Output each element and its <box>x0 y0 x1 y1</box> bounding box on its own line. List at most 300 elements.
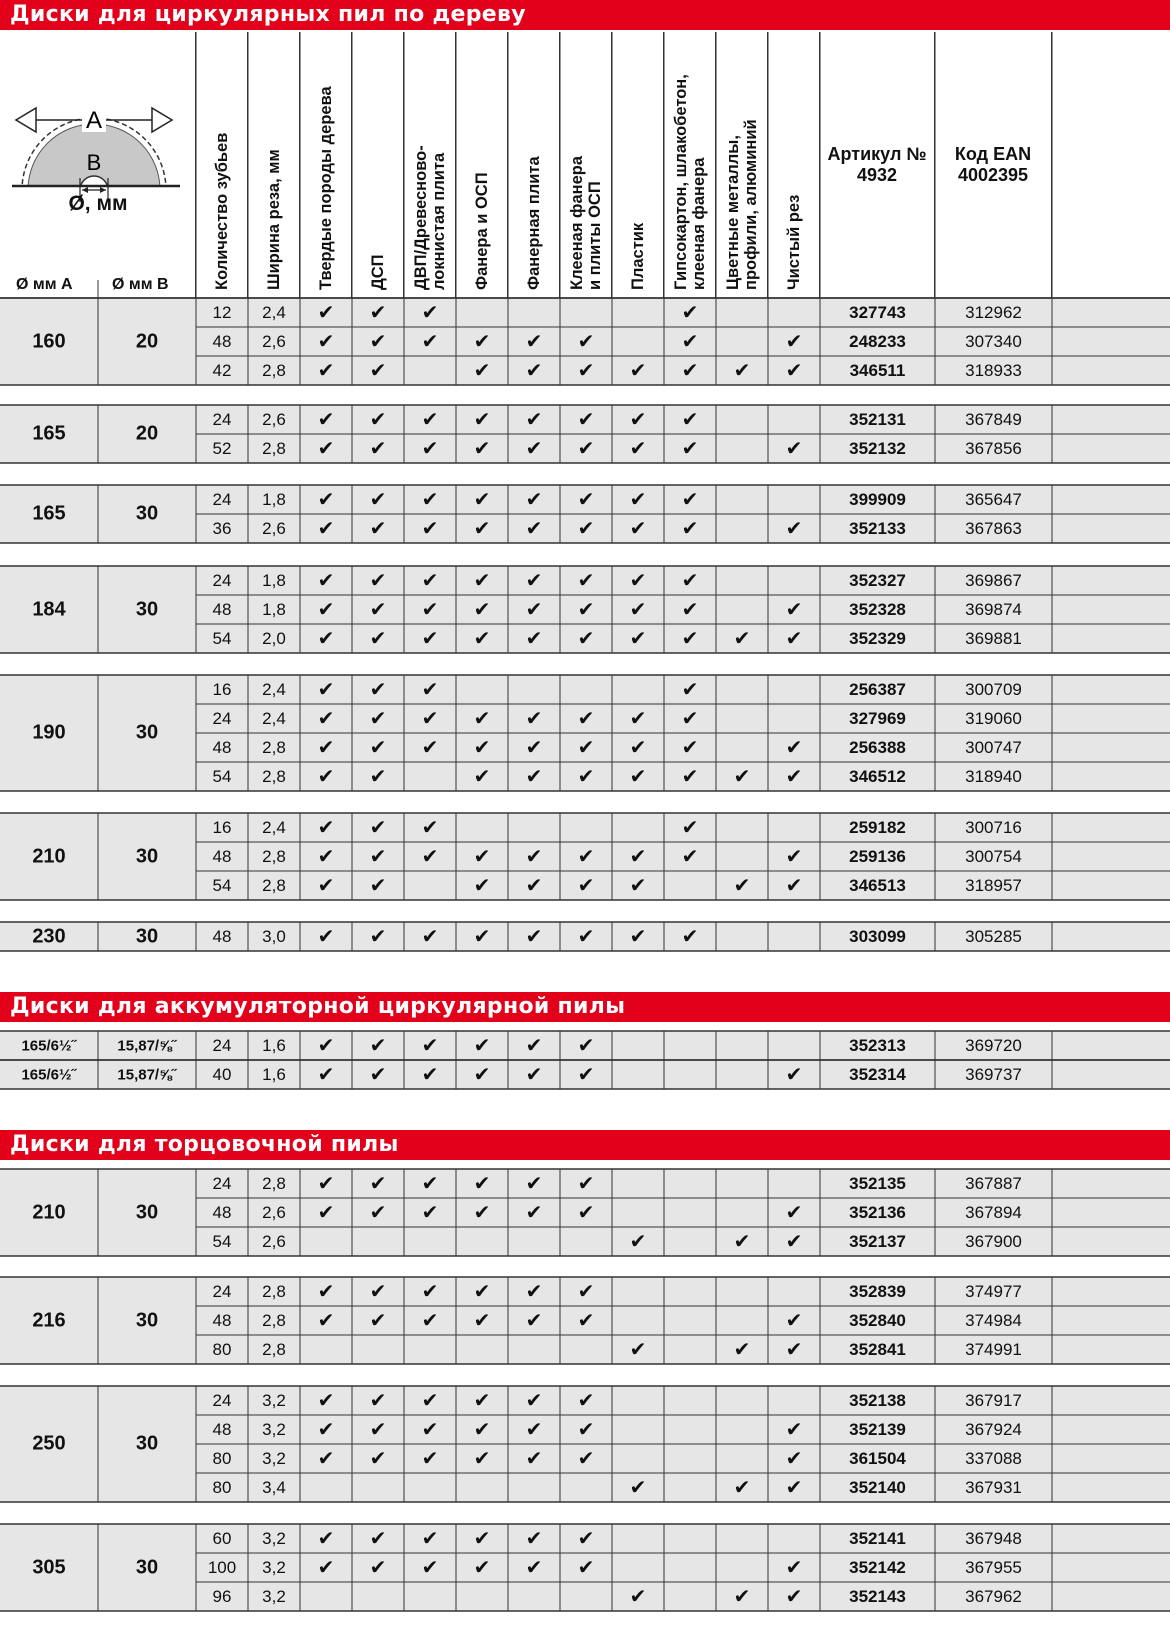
check-icon: ✔ <box>317 844 335 868</box>
check-icon: ✔ <box>629 597 647 621</box>
check-icon: ✔ <box>369 1388 387 1412</box>
teeth-count: 48 <box>212 332 232 351</box>
check-icon: ✔ <box>473 1062 491 1086</box>
col-material-9-label: Цветные металлы, профили, алюминий <box>724 119 760 290</box>
empty-cell <box>664 1227 716 1256</box>
table-row <box>0 922 1170 951</box>
check-icon: ✔ <box>473 764 491 788</box>
check-icon: ✔ <box>369 1279 387 1303</box>
empty-cell <box>768 1031 820 1060</box>
empty-cell <box>716 1444 768 1473</box>
empty-cell <box>508 813 560 842</box>
check-icon: ✔ <box>785 1446 803 1470</box>
check-icon: ✔ <box>317 1388 335 1412</box>
empty-cell <box>404 1227 456 1256</box>
article-number: 259136 <box>849 847 906 866</box>
col-material-5 <box>508 32 560 298</box>
article-number: 361504 <box>849 1449 906 1468</box>
check-icon: ✔ <box>317 487 335 511</box>
kerf-width: 2,8 <box>262 767 286 786</box>
ean-code: 367924 <box>965 1420 1022 1439</box>
article-number: 352141 <box>849 1529 906 1548</box>
check-icon: ✔ <box>317 1446 335 1470</box>
kerf-width: 3,2 <box>262 1558 286 1577</box>
check-icon: ✔ <box>785 1584 803 1608</box>
article-number: 346512 <box>849 767 906 786</box>
empty-cell <box>716 1277 768 1306</box>
kerf-width: 1,8 <box>262 600 286 619</box>
empty-cell <box>664 1306 716 1335</box>
ean-code: 367931 <box>965 1478 1022 1497</box>
empty-cell <box>300 1227 352 1256</box>
check-icon: ✔ <box>629 706 647 730</box>
diameter-b: 30 <box>135 925 159 947</box>
empty-cell <box>508 1227 560 1256</box>
col-material-7-label: Пластик <box>629 222 647 290</box>
empty-cell <box>768 298 820 327</box>
article-number: 352839 <box>849 1282 906 1301</box>
empty-cell <box>768 1169 820 1198</box>
empty-cell <box>612 1386 664 1415</box>
article-number: 259182 <box>849 818 906 837</box>
col-material-3-label: ДВП/Древесново- локнистая плита <box>412 145 448 290</box>
empty-cell <box>612 1169 664 1198</box>
col-material-10-label: Чистый рез <box>785 194 803 290</box>
check-icon: ✔ <box>577 1417 595 1441</box>
article-number: 256387 <box>849 680 906 699</box>
diameter-caption: Ø, мм <box>68 192 128 215</box>
check-icon: ✔ <box>421 487 439 511</box>
article-number: 352329 <box>849 629 906 648</box>
empty-cell <box>716 298 768 327</box>
empty-cell <box>664 871 716 900</box>
ean-code: 300754 <box>965 847 1022 866</box>
empty-cell <box>664 1553 716 1582</box>
empty-cell <box>716 813 768 842</box>
ean-code: 369720 <box>965 1036 1022 1055</box>
check-icon: ✔ <box>681 597 699 621</box>
check-icon: ✔ <box>317 597 335 621</box>
check-icon: ✔ <box>629 1584 647 1608</box>
diameter-b: 30 <box>135 598 159 620</box>
teeth-count: 80 <box>212 1478 232 1497</box>
check-icon: ✔ <box>421 677 439 701</box>
check-icon: ✔ <box>681 844 699 868</box>
check-icon: ✔ <box>629 924 647 948</box>
kerf-width: 2,8 <box>262 738 286 757</box>
check-icon: ✔ <box>525 1526 543 1550</box>
empty-cell <box>300 1582 352 1611</box>
check-icon: ✔ <box>317 1171 335 1195</box>
check-icon: ✔ <box>525 1033 543 1057</box>
empty-cell <box>456 813 508 842</box>
check-icon: ✔ <box>525 844 543 868</box>
check-icon: ✔ <box>629 436 647 460</box>
check-icon: ✔ <box>421 1033 439 1057</box>
check-icon: ✔ <box>733 1337 751 1361</box>
check-icon: ✔ <box>317 815 335 839</box>
article-number: 352143 <box>849 1587 906 1606</box>
ean-code: 305285 <box>965 927 1022 946</box>
check-icon: ✔ <box>785 1308 803 1332</box>
diameter-b: 30 <box>135 1556 159 1578</box>
label-b: B <box>86 150 102 175</box>
kerf-width: 1,6 <box>262 1065 286 1084</box>
ean-code: 318957 <box>965 876 1022 895</box>
teeth-count: 48 <box>212 927 232 946</box>
empty-cell <box>716 733 768 762</box>
check-icon: ✔ <box>681 329 699 353</box>
empty-cell <box>352 1582 404 1611</box>
diameter-a: 210 <box>32 845 66 867</box>
check-icon: ✔ <box>785 436 803 460</box>
empty-cell <box>716 434 768 463</box>
check-icon: ✔ <box>369 1171 387 1195</box>
kerf-width: 2,8 <box>262 847 286 866</box>
check-icon: ✔ <box>369 1308 387 1332</box>
table-row <box>0 1386 1170 1415</box>
empty-cell <box>768 1386 820 1415</box>
empty-cell <box>716 514 768 543</box>
col-material-5-label: Фанерная плита <box>525 156 543 290</box>
empty-cell <box>404 762 456 791</box>
teeth-count: 16 <box>212 818 232 837</box>
empty-cell <box>456 1227 508 1256</box>
article-number: 327969 <box>849 709 906 728</box>
check-icon: ✔ <box>421 329 439 353</box>
ean-code: 367894 <box>965 1203 1022 1222</box>
saw-blade-diagram <box>0 32 196 298</box>
check-icon: ✔ <box>525 597 543 621</box>
check-icon: ✔ <box>317 1279 335 1303</box>
check-icon: ✔ <box>369 358 387 382</box>
check-icon: ✔ <box>681 516 699 540</box>
check-icon: ✔ <box>629 735 647 759</box>
check-icon: ✔ <box>785 1062 803 1086</box>
empty-cell <box>560 1473 612 1502</box>
check-icon: ✔ <box>525 407 543 431</box>
teeth-count: 48 <box>212 600 232 619</box>
col-teeth-label: Количество зубьев <box>213 132 231 290</box>
diameter-b: 20 <box>135 422 159 445</box>
empty-cell <box>404 871 456 900</box>
article-number: 352314 <box>849 1065 906 1084</box>
check-icon: ✔ <box>577 1062 595 1086</box>
check-icon: ✔ <box>421 1279 439 1303</box>
check-icon: ✔ <box>421 300 439 324</box>
table-row <box>0 1444 1170 1473</box>
kerf-width: 2,8 <box>262 1311 286 1330</box>
check-icon: ✔ <box>577 1555 595 1579</box>
empty-cell <box>612 298 664 327</box>
check-icon: ✔ <box>525 487 543 511</box>
ean-code: 374991 <box>965 1340 1022 1359</box>
empty-cell <box>664 1335 716 1364</box>
check-icon: ✔ <box>733 1229 751 1253</box>
empty-cell <box>508 1335 560 1364</box>
table-row <box>0 595 1170 624</box>
check-icon: ✔ <box>473 1200 491 1224</box>
ean-code: 369874 <box>965 600 1022 619</box>
kerf-width: 2,6 <box>262 332 286 351</box>
check-icon: ✔ <box>525 358 543 382</box>
col-teeth <box>196 32 248 298</box>
teeth-count: 24 <box>212 571 232 590</box>
check-icon: ✔ <box>577 568 595 592</box>
col-diameter-a: Ø мм A <box>16 276 73 293</box>
article-number: 248233 <box>849 332 906 351</box>
kerf-width: 2,6 <box>262 1232 286 1251</box>
check-icon: ✔ <box>577 844 595 868</box>
article-number: 352840 <box>849 1311 906 1330</box>
check-icon: ✔ <box>525 1446 543 1470</box>
empty-cell <box>404 1335 456 1364</box>
check-icon: ✔ <box>525 516 543 540</box>
section-title-cordless: Диски для аккумуляторной циркулярной пилы <box>0 992 1170 1022</box>
empty-cell <box>560 675 612 704</box>
check-icon: ✔ <box>473 844 491 868</box>
article-number: 352138 <box>849 1391 906 1410</box>
check-icon: ✔ <box>369 300 387 324</box>
article-number: 256388 <box>849 738 906 757</box>
col-material-10 <box>768 32 820 298</box>
check-icon: ✔ <box>473 436 491 460</box>
article-number: 352327 <box>849 571 906 590</box>
ean-code: 367849 <box>965 410 1022 429</box>
empty-cell <box>612 1524 664 1553</box>
kerf-width: 2,8 <box>262 876 286 895</box>
empty-cell <box>560 298 612 327</box>
section-title-miter: Диски для торцовочной пилы <box>0 1130 1170 1160</box>
diameter-a: 190 <box>32 721 66 744</box>
check-icon: ✔ <box>577 735 595 759</box>
check-icon: ✔ <box>317 1555 335 1579</box>
check-icon: ✔ <box>317 626 335 650</box>
empty-cell <box>716 1198 768 1227</box>
article-number: 352328 <box>849 600 906 619</box>
diameter-b: 15,87/⅝˝ <box>117 1037 177 1054</box>
col-material-6 <box>560 32 612 298</box>
check-icon: ✔ <box>733 764 751 788</box>
diameter-b: 30 <box>135 721 159 744</box>
table-row <box>0 1335 1170 1364</box>
check-icon: ✔ <box>317 358 335 382</box>
diameter-a: 165 <box>32 502 66 525</box>
check-icon: ✔ <box>629 764 647 788</box>
check-icon: ✔ <box>785 1475 803 1499</box>
check-icon: ✔ <box>629 873 647 897</box>
check-icon: ✔ <box>317 1417 335 1441</box>
article-number: 399909 <box>849 490 906 509</box>
check-icon: ✔ <box>369 436 387 460</box>
table-row <box>0 514 1170 543</box>
col-material-3 <box>404 32 456 298</box>
ean-code: 318933 <box>965 361 1022 380</box>
empty-cell <box>716 566 768 595</box>
check-icon: ✔ <box>369 706 387 730</box>
empty-cell <box>768 1524 820 1553</box>
check-icon: ✔ <box>629 407 647 431</box>
empty-cell <box>716 327 768 356</box>
table-row <box>0 1227 1170 1256</box>
check-icon: ✔ <box>577 1200 595 1224</box>
check-icon: ✔ <box>473 1171 491 1195</box>
check-icon: ✔ <box>525 924 543 948</box>
check-icon: ✔ <box>785 329 803 353</box>
diameter-a: 165/6½˝ <box>21 1066 77 1083</box>
check-icon: ✔ <box>733 1584 751 1608</box>
empty-cell <box>716 595 768 624</box>
check-icon: ✔ <box>421 1417 439 1441</box>
teeth-count: 16 <box>212 680 232 699</box>
teeth-count: 48 <box>212 847 232 866</box>
check-icon: ✔ <box>681 924 699 948</box>
teeth-count: 24 <box>212 490 232 509</box>
diameter-a: 230 <box>32 925 66 947</box>
check-icon: ✔ <box>421 1062 439 1086</box>
empty-cell <box>716 704 768 733</box>
article-number: 352132 <box>849 439 906 458</box>
check-icon: ✔ <box>317 1033 335 1057</box>
teeth-count: 24 <box>212 410 232 429</box>
check-icon: ✔ <box>681 487 699 511</box>
empty-cell <box>352 1227 404 1256</box>
check-icon: ✔ <box>317 1062 335 1086</box>
check-icon: ✔ <box>317 407 335 431</box>
kerf-width: 3,4 <box>262 1478 286 1497</box>
empty-cell <box>508 675 560 704</box>
kerf-width: 3,2 <box>262 1420 286 1439</box>
diameter-b: 30 <box>135 1309 159 1331</box>
teeth-count: 48 <box>212 1420 232 1439</box>
empty-cell <box>612 1306 664 1335</box>
empty-cell <box>508 298 560 327</box>
article-number: 352135 <box>849 1174 906 1193</box>
article-number: 352313 <box>849 1036 906 1055</box>
check-icon: ✔ <box>473 1308 491 1332</box>
teeth-count: 54 <box>212 629 232 648</box>
check-icon: ✔ <box>369 1033 387 1057</box>
col-article <box>820 32 935 298</box>
check-icon: ✔ <box>629 1337 647 1361</box>
teeth-count: 60 <box>212 1529 232 1548</box>
check-icon: ✔ <box>525 1308 543 1332</box>
check-icon: ✔ <box>525 873 543 897</box>
teeth-count: 36 <box>212 519 232 538</box>
table-row <box>0 813 1170 842</box>
kerf-width: 2,8 <box>262 361 286 380</box>
empty-cell <box>664 1524 716 1553</box>
teeth-count: 12 <box>212 303 232 322</box>
check-icon: ✔ <box>317 1526 335 1550</box>
kerf-width: 3,2 <box>262 1529 286 1548</box>
col-kerf-label: Ширина реза, мм <box>265 149 283 290</box>
check-icon: ✔ <box>629 626 647 650</box>
check-icon: ✔ <box>629 487 647 511</box>
check-icon: ✔ <box>421 1555 439 1579</box>
diameter-b: 15,87/⅝˝ <box>117 1066 177 1083</box>
col-material-4 <box>456 32 508 298</box>
section-title-circular: Диски для циркулярных пил по дереву <box>0 0 1170 30</box>
check-icon: ✔ <box>369 764 387 788</box>
check-icon: ✔ <box>681 626 699 650</box>
check-icon: ✔ <box>473 1446 491 1470</box>
check-icon: ✔ <box>629 1475 647 1499</box>
table-row <box>0 356 1170 385</box>
check-icon: ✔ <box>421 706 439 730</box>
article-number: 346511 <box>849 361 906 380</box>
check-icon: ✔ <box>577 1526 595 1550</box>
empty-cell <box>664 1582 716 1611</box>
check-icon: ✔ <box>421 436 439 460</box>
empty-cell <box>404 356 456 385</box>
diameter-a: 305 <box>32 1556 66 1578</box>
diameter-a: 210 <box>32 1201 66 1223</box>
table-row <box>0 1306 1170 1335</box>
check-icon: ✔ <box>577 358 595 382</box>
article-number: 346513 <box>849 876 906 895</box>
check-icon: ✔ <box>577 706 595 730</box>
check-icon: ✔ <box>369 329 387 353</box>
check-icon: ✔ <box>317 873 335 897</box>
check-icon: ✔ <box>681 735 699 759</box>
kerf-width: 2,6 <box>262 1203 286 1222</box>
check-icon: ✔ <box>577 516 595 540</box>
check-icon: ✔ <box>317 300 335 324</box>
empty-cell <box>612 1415 664 1444</box>
col-ean <box>935 32 1052 298</box>
empty-cell <box>664 1198 716 1227</box>
check-icon: ✔ <box>525 329 543 353</box>
empty-cell <box>612 1444 664 1473</box>
check-icon: ✔ <box>785 1200 803 1224</box>
table-row <box>0 405 1170 434</box>
table-row <box>0 871 1170 900</box>
check-icon: ✔ <box>577 626 595 650</box>
check-icon: ✔ <box>369 516 387 540</box>
kerf-width: 2,0 <box>262 629 286 648</box>
teeth-count: 24 <box>212 1174 232 1193</box>
teeth-count: 80 <box>212 1449 232 1468</box>
check-icon: ✔ <box>317 764 335 788</box>
ean-code: 367962 <box>965 1587 1022 1606</box>
check-icon: ✔ <box>785 844 803 868</box>
check-icon: ✔ <box>681 436 699 460</box>
empty-cell <box>560 1335 612 1364</box>
empty-cell <box>612 327 664 356</box>
check-icon: ✔ <box>473 1279 491 1303</box>
empty-cell <box>768 405 820 434</box>
check-icon: ✔ <box>421 815 439 839</box>
check-icon: ✔ <box>473 1388 491 1412</box>
col-article-label: Артикул № 4932 <box>827 144 927 185</box>
col-material-9 <box>716 32 768 298</box>
empty-cell <box>352 1473 404 1502</box>
empty-cell <box>508 1473 560 1502</box>
col-material-1-label: Твердые породы дерева <box>317 86 335 290</box>
empty-cell <box>716 922 768 951</box>
check-icon: ✔ <box>473 568 491 592</box>
kerf-width: 2,4 <box>262 680 286 699</box>
table-row <box>0 1524 1170 1553</box>
check-icon: ✔ <box>317 735 335 759</box>
check-icon: ✔ <box>577 873 595 897</box>
check-icon: ✔ <box>733 873 751 897</box>
check-icon: ✔ <box>785 1337 803 1361</box>
teeth-count: 96 <box>212 1587 232 1606</box>
check-icon: ✔ <box>369 815 387 839</box>
check-icon: ✔ <box>421 924 439 948</box>
